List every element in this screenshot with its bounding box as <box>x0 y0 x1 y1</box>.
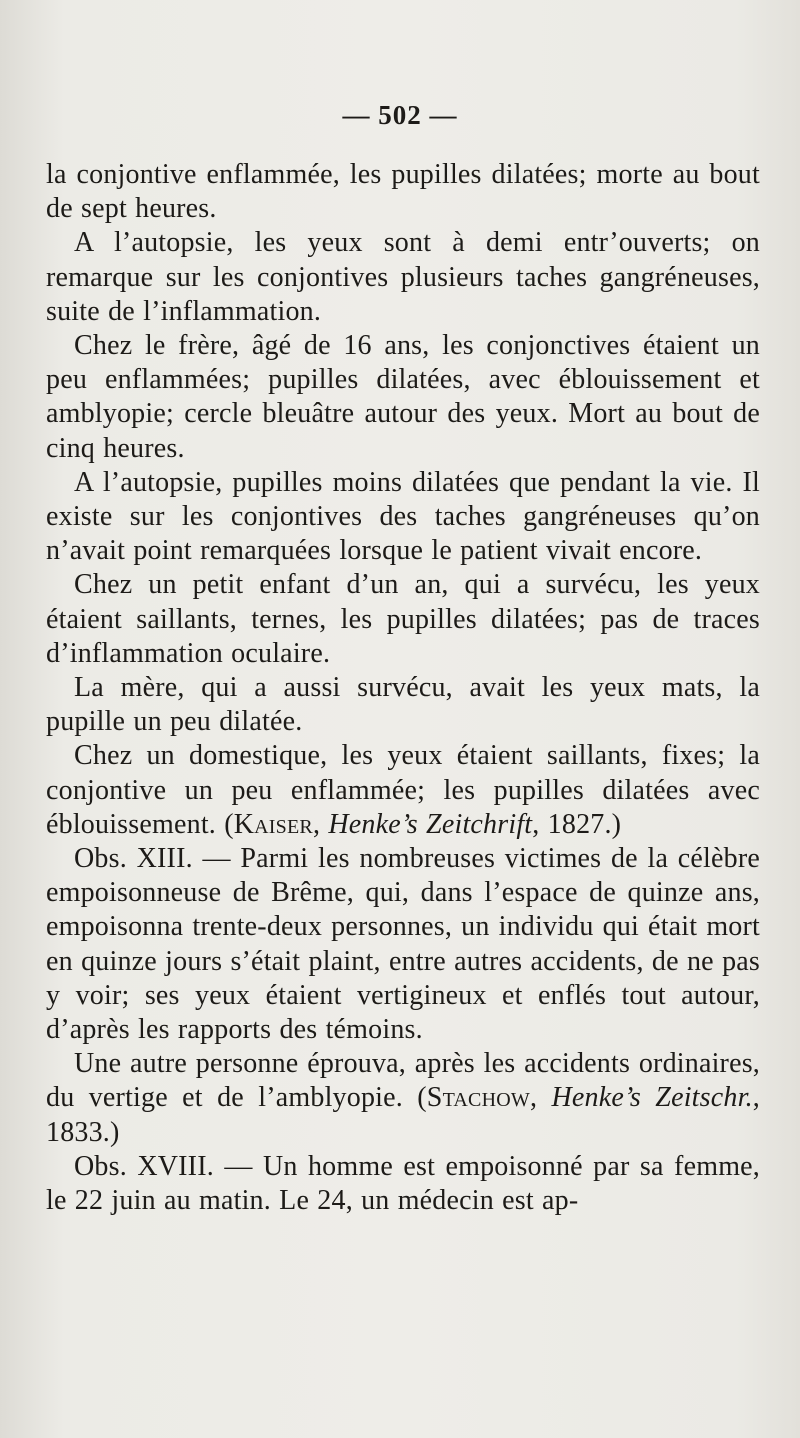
citation-journal: Henke’s Zeitchrift <box>328 808 533 840</box>
citation-separator: , <box>312 808 329 840</box>
paragraph-7-text: Chez un domestique, les yeux étaient saillants, fixes; la conjontive un peu enflammée; les pupilles dilatées avec éblouissement. ( <box>46 740 760 840</box>
citation-year: , 1833.) <box>46 1082 760 1148</box>
page-number: — 502 — <box>342 100 458 130</box>
paragraph-9-text: Une autre personne éprouva, après les accidents ordinaires, du vertige et de l’amblyopie. ( <box>46 1048 760 1114</box>
paragraph-5: Chez un petit enfant d’un an, qui a survécu, les yeux étaient saillants, ternes, les pupilles dilatées; pas de traces d’inflammation oculaire. <box>46 569 760 669</box>
paragraph-2: A l’autopsie, les yeux sont à demi entr’ouverts; on remarque sur les conjontives plusieurs taches gangréneuses, suite de l’inflammation. <box>46 227 760 327</box>
observation-label: Obs. XVIII. <box>74 1150 214 1182</box>
paragraph-7 <box>46 739 760 842</box>
paragraph-3: Chez le frère, âgé de 16 ans, les conjonctives étaient un peu enflammées; pupilles dilatées, avec éblouissement et amblyopie; cercle bleuâtre autour des yeux. Mort au bout de cinq heures. <box>46 330 760 464</box>
paragraph-4: A l’autopsie, pupilles moins dilatées que pendant la vie. Il existe sur les conjontives des taches gangréneuses qu’on n’avait point remarquées lorsque le patient vivait encore. <box>46 466 760 567</box>
paragraph-8 <box>46 842 760 1047</box>
observation-label: Obs. XIII. <box>74 843 193 875</box>
citation-journal: Henke’s Zeitschr. <box>551 1082 753 1114</box>
paragraph-6: La mère, qui a aussi survécu, avait les yeux mats, la pupille un peu dilatée. <box>46 672 760 738</box>
paragraph-10 <box>46 1150 760 1218</box>
citation-separator: , <box>529 1082 552 1114</box>
citation-author: Stachow <box>426 1082 530 1114</box>
paragraph-1: la conjontive enflammée, les pupilles dilatées; morte au bout de sept heures. <box>46 159 760 225</box>
paragraph-9 <box>46 1047 760 1150</box>
paragraph-8-text: — Parmi les nombreuses victimes de la célèbre empoisonneuse de Brême, qui, dans l’espace de quinze ans, empoisonna trente-deux personnes, un individu qui était mort en quinze jours s’était plaint, entre autres accidents, de ne pas y voir; ses yeux étaient vertigineux et enflés tout autour, d’après les rapports des témoins. <box>46 843 760 1046</box>
citation-author: Kaiser <box>233 808 313 840</box>
citation-year: , 1827.) <box>532 808 622 840</box>
paragraph-10-text: — Un homme est empoisonné par sa femme, le 22 juin au matin. Le 24, un médecin est ap- <box>46 1150 760 1217</box>
body-text <box>46 158 760 1218</box>
